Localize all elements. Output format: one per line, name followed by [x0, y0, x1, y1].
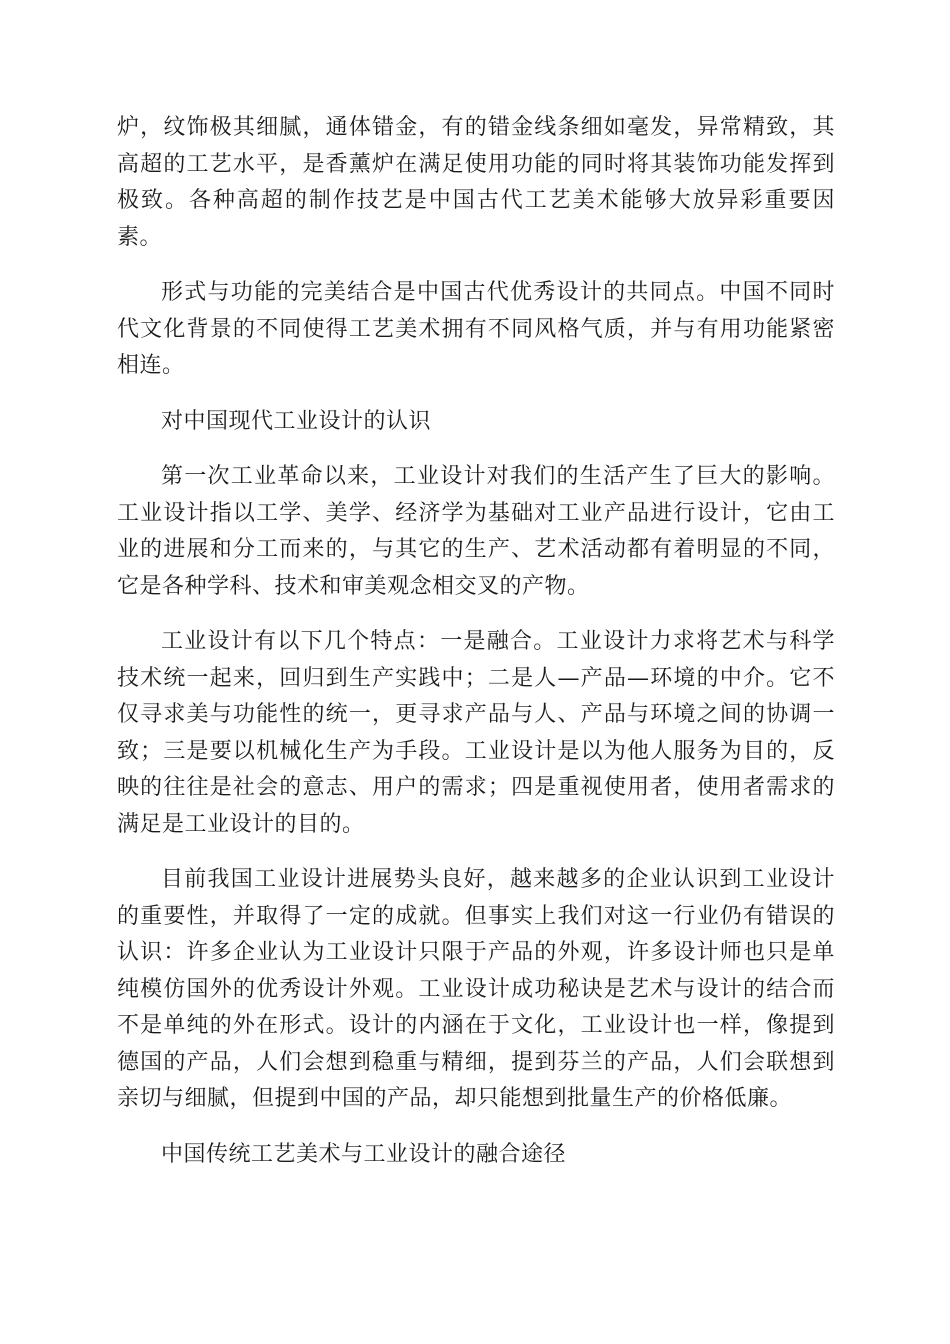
paragraph-industrial-revolution: 第一次工业革命以来，工业设计对我们的生活产生了巨大的影响。工业设计指以工学、美学、经济学为基础对工业产品进行设计，它由工业的进展和分工而来的，与其它的生产、艺术活动都有着明显的不同，它是各种学科、技术和审美观念相交叉的产物。	[117, 464, 835, 599]
paragraph-continuation: 炉，纹饰极其细腻，通体错金，有的错金线条细如毫发，异常精致，其高超的工艺水平，是香薰炉在满足使用功能的同时将其装饰功能发挥到极致。各种高超的制作技艺是中国古代工艺美术能够大放异彩重要因素。	[117, 115, 835, 250]
paragraph-current-status: 目前我国工业设计进展势头良好，越来越多的企业认识到工业设计的重要性，并取得了一定的成就。但事实上我们对这一行业仍有错误的认识：许多企业认为工业设计只限于产品的外观，许多设计师也只是单纯模仿国外的优秀设计外观。工业设计成功秘诀是艺术与设计的结合而不是单纯的外在形式。设计的内涵在于文化，工业设计也一样，像提到德国的产品，人们会想到稳重与精细，提到芬兰的产品，人们会联想到亲切与细腻，但提到中国的产品，却只能想到批量生产的价格低廉。	[117, 867, 835, 1111]
section-heading-modern-industrial-design: 对中国现代工业设计的认识	[161, 408, 432, 434]
paragraph-form-function: 形式与功能的完美结合是中国古代优秀设计的共同点。中国不同时代文化背景的不同使得工艺美术拥有不同风格气质，并与有用功能紧密相连。	[117, 280, 835, 378]
section-heading-integration-paths: 中国传统工艺美术与工业设计的融合途径	[161, 1141, 567, 1167]
document-body	[117, 110, 835, 1192]
paragraph-design-characteristics: 工业设计有以下几个特点：一是融合。工业设计力求将艺术与科学技术统一起来，回归到生产实践中；二是人—产品—环境的中介。它不仅寻求美与功能性的统一，更寻求产品与人、产品与环境之间的协调一致；三是要以机械化生产为手段。工业设计是以为他人服务为目的，反映的往往是社会的意志、用户的需求；四是重视使用者，使用者需求的满足是工业设计的目的。	[117, 629, 835, 837]
